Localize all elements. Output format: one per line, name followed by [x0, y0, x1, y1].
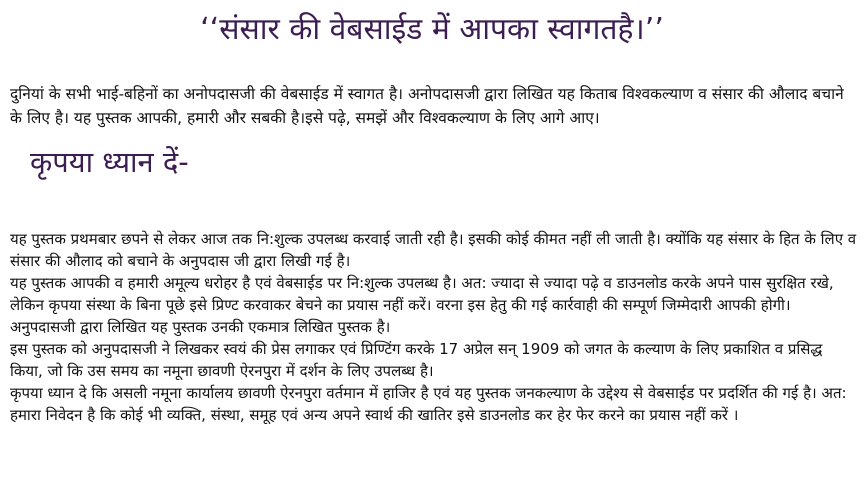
notice-paragraph: इस पुस्तक को अनुपदासजी ने लिखकर स्वयं की प्रेस लगाकर एवं प्रिण्टिंग करके 17 अप्रेल सन् 1909 को जगत के कल्याण के लिए प्रकाशित व प्रसिद्ध किया, जो कि उस समय का नमूना छावणी ऐरनपुरा में दर्शन के लिए उपलब्ध है।: [10, 340, 823, 380]
page-title: ‘‘संसार की वेबसाईड में आपका स्वागतहै।’’: [200, 12, 664, 47]
notice-paragraph: यह पुस्तक प्रथमबार छपने से लेकर आज तक नि:शुल्क उपलब्ध करवाई जाती रही है। इसकी कोई कीमत नहीं ली जाती है। क्योंकि यह संसार के हित के लिए व संसार की औलाद को बचाने के अनुपदास जी द्वारा लिखी गई है।: [10, 230, 857, 270]
notice-heading: कृपया ध्यान दें-: [30, 145, 189, 179]
intro-paragraph: दुनियां के सभी भाई-बहिनों का अनोपदासजी की वेबसाईड में स्वागत है। अनोपदासजी द्वारा लिखित यह किताब विश्वकल्याण व संसार की औलाद बचाने के लिए है। यह पुस्तक आपकी, हमारी और सबकी है।इसे पढ़े, समझें और विश्वकल्याण के लिए आगे आए।: [10, 85, 844, 127]
notice-paragraph: कृपया ध्यान दे कि असली नमूना कार्यालय छावणी ऐरनपुरा वर्तमान में हाजिर है एवं यह पुस्तक जनकल्याण के उद्देश्य से वेबसाईड पर प्रदर्शित की गई है। अत: हमारा निवेदन है कि कोई भी व्यक्ति, संस्था, समूह एवं अन्य अपने स्वार्थ की खातिर इसे डाउनलोड कर हेर फेर करने का प्रयास नहीं करें ।: [10, 384, 847, 424]
notice-paragraph: अनुपदासजी द्वारा लिखित यह पुस्तक उनकी एकमात्र लिखित पुस्तक है।: [10, 318, 391, 336]
notice-paragraph: यह पुस्तक आपकी व हमारी अमूल्य धरोहर है एवं वेबसाईड पर नि:शुल्क उपलब्ध है। अत: ज्यादा से ज्यादा पढ़े व डाउनलोड करके अपने पास सुरक्षित रखे, लेकिन कृपया संस्था के बिना पूछे इसे प्रिण्ट करवाकर बेचने का प्रयास नहीं करें। वरना इस हेतु की गई कार्रवाही की सम्पूर्ण जिम्मेदारी आपकी होगी।: [10, 274, 834, 314]
notice-body: [10, 228, 858, 426]
